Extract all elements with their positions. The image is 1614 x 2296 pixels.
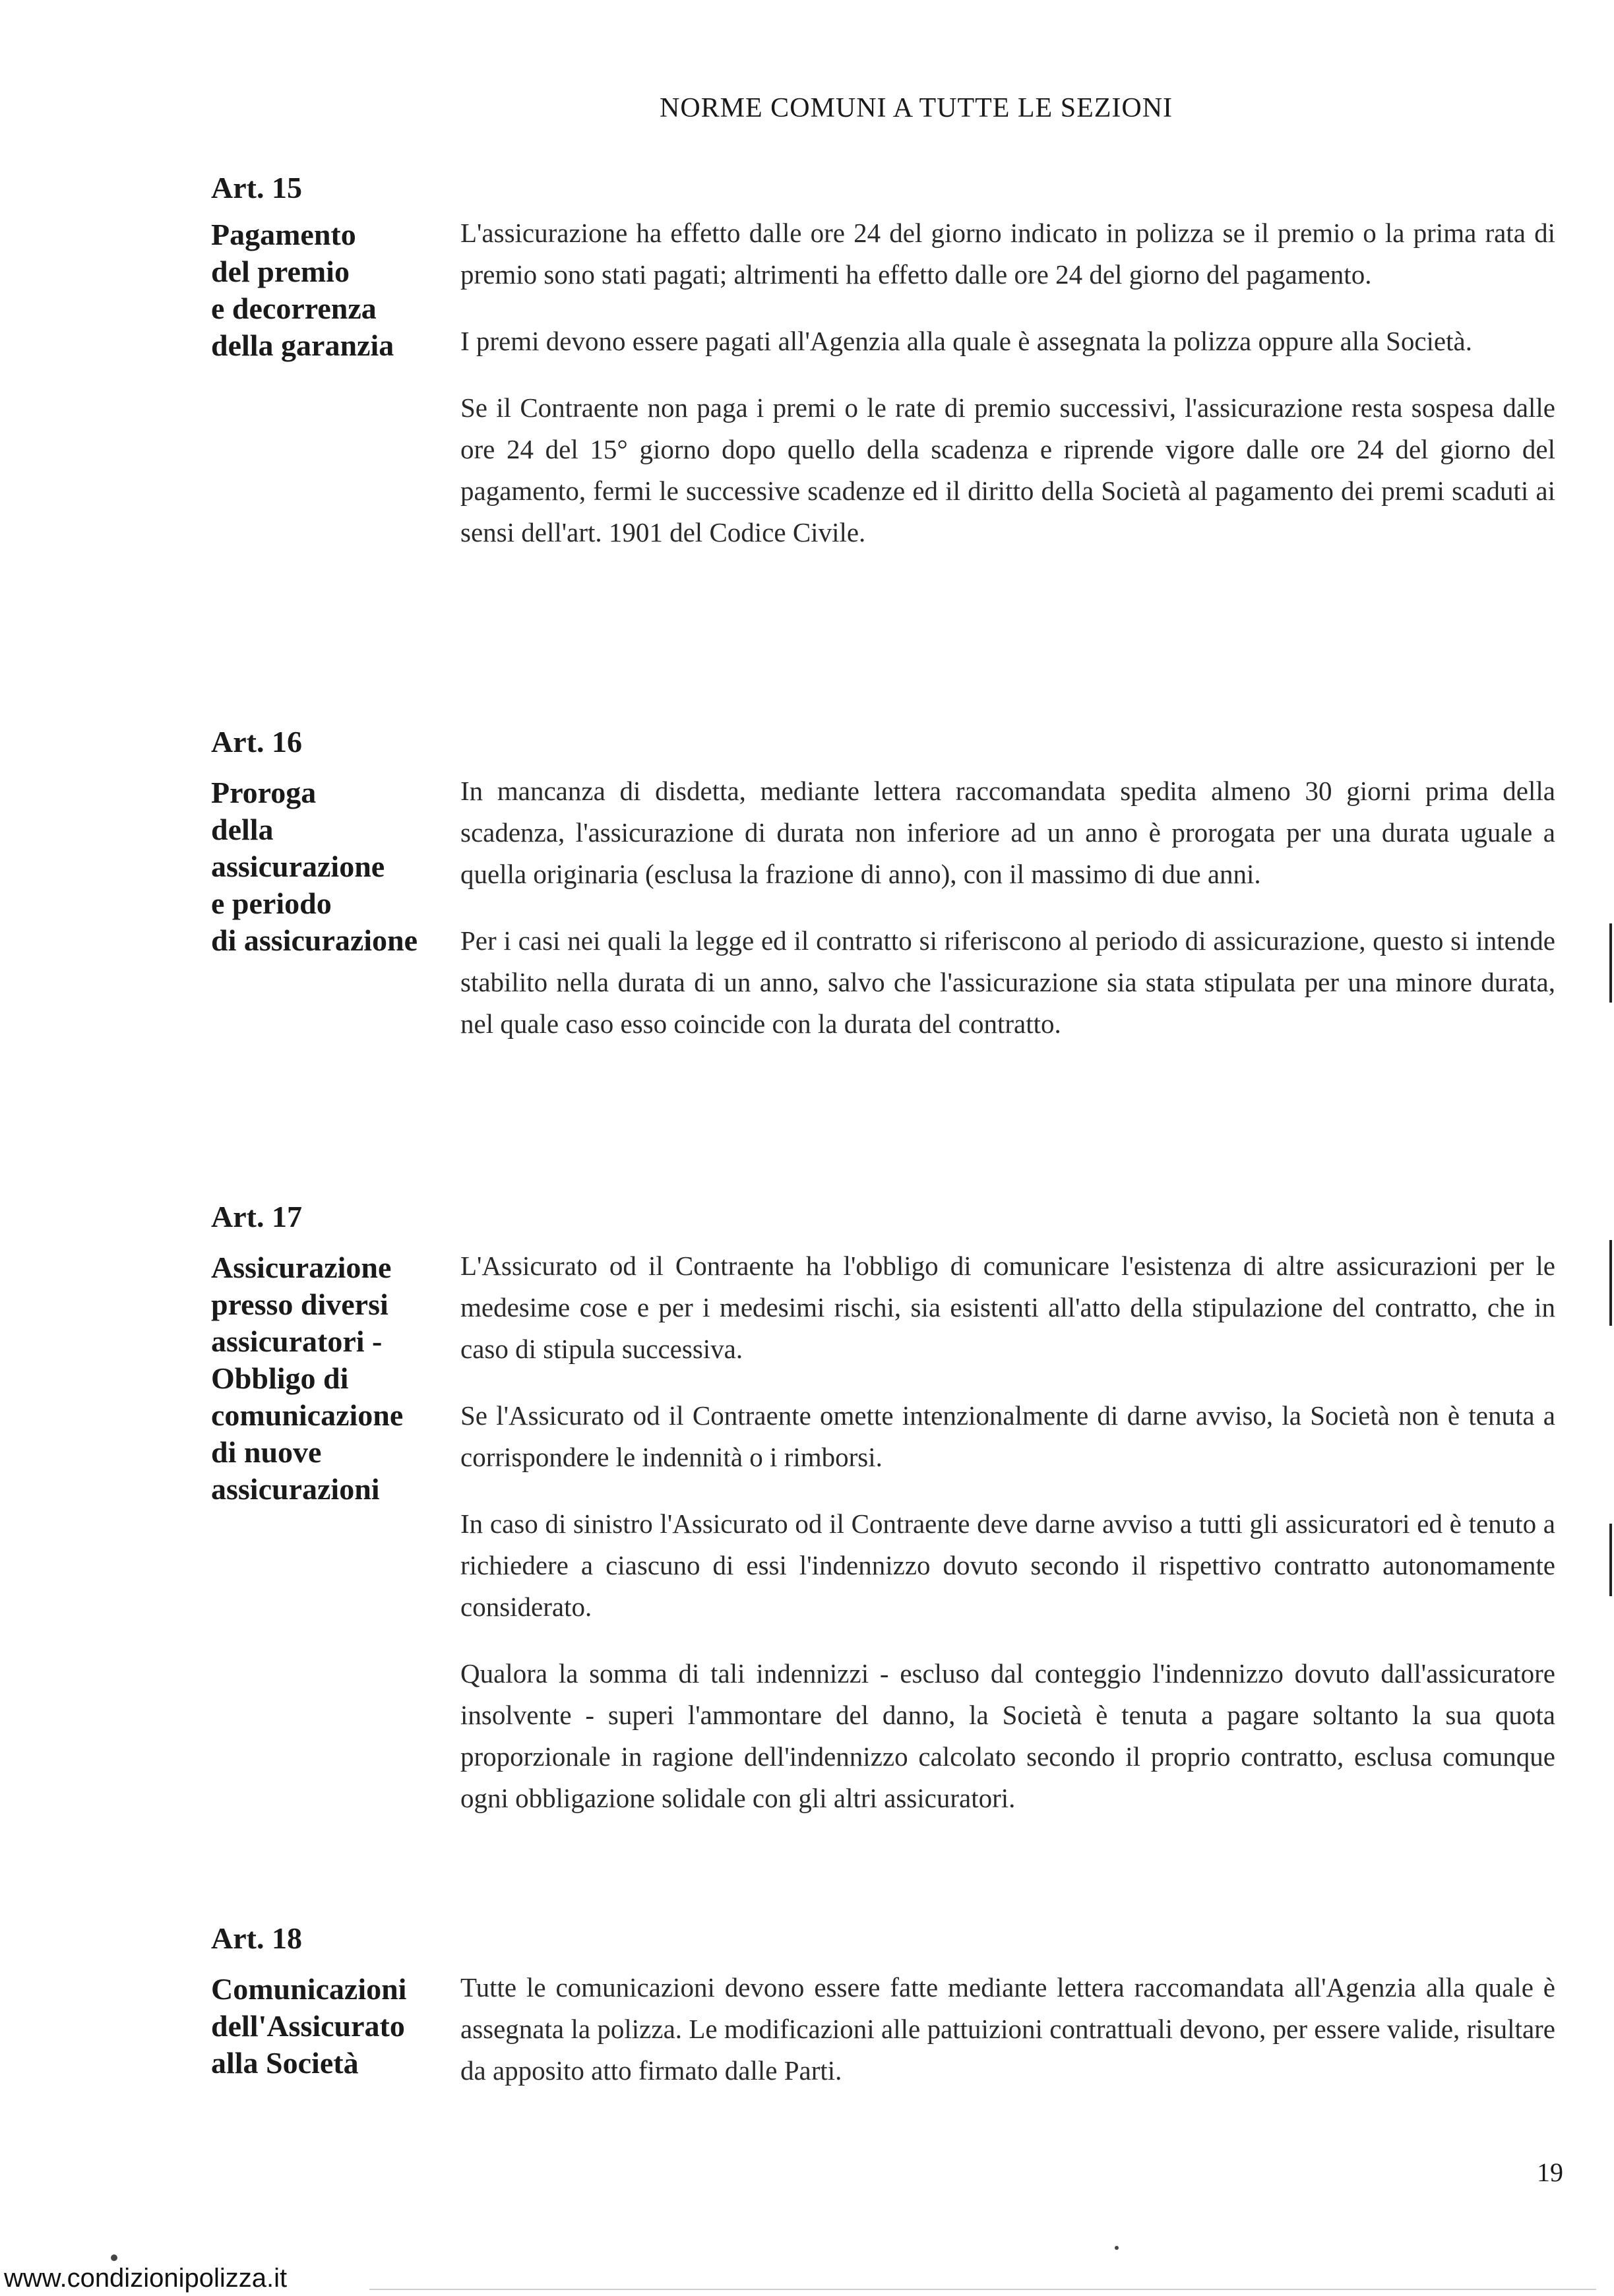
scan-edge-mark [1609, 1524, 1612, 1596]
article-number: Art. 17 [211, 1200, 302, 1233]
scan-edge-mark [1609, 1240, 1612, 1326]
scan-edge-mark [1609, 923, 1612, 1003]
article-number: Art. 16 [211, 725, 302, 759]
article-title: Assicurazione presso diversi assicuratori - Obbligo di comunicazione di nuove assicurazioni [211, 1251, 404, 1506]
article-body: L'Assicurato od il Contraente ha l'obbligo di comunicare l'esistenza di altre assicurazioni per le medesime cose e per i medesimi rischi, sia esistenti all'atto della stipulazione del contratto, che in caso di stipula successiva. Se l'Assicurato od il Contraente omette intenzionalmente di darne avviso, la Società non è tenuta a corrispondere le indennità o i rimborsi. In caso di sinistro l'Assicurato od il Contraente deve darne avviso a tutti gli assicuratori ed è tenuto a richiedere a ciascuno di essi l'indennizzo dovuto secondo il rispettivo contratto autonomamente considerato. Qualora la somma di tali indennizzi - escluso dal conteggio l'indennizzo dovuto dall'assicuratore insolvente - superi l'ammontare del danno, la Società è tenuta a pagare soltanto la sua quota proporzionale in ragione dell'indennizzo calcolato secondo il proprio contratto, esclusa comunque ogni obbligazione solidale con gli altri assicuratori. [460, 1251, 1555, 1813]
article-number: Art. 15 [211, 171, 302, 204]
article-title: Pagamento del premio e decorrenza della garanzia [211, 218, 394, 362]
article-body: In mancanza di disdetta, mediante lettera raccomandata spedita almeno 30 giorni prima della scadenza, l'assicurazione di durata non inferiore ad un anno è prorogata per una durata uguale a quella originaria (esclusa la frazione di anno), con il massimo di due anni. Per i casi nei quali la legge ed il contratto si riferiscono al periodo di assicurazione, questo si intende stabilito nella durata di un anno, salvo che l'assicurazione sia stata stipulata per una minore durata, nel quale caso esso coincide con la durata del contratto. [460, 776, 1555, 1039]
article-body: L'assicurazione ha effetto dalle ore 24 del giorno indicato in polizza se il premio o la prima rata di premio sono stati pagati; altrimenti ha effetto dalle ore 24 del giorno del pagamento. I premi devono essere pagati all'Agenzia alla quale è assegnata la polizza oppure alla Società. Se il Contraente non paga i premi o le rate di premio successivi, l'assicurazione resta sospesa dalle ore 24 del 15° giorno dopo quello della scadenza e riprende vigore dalle ore 24 del giorno del pagamento, fermi le successive scadenze ed il diritto della Società al pagamento dei premi scaduti ai sensi dell'art. 1901 del Codice Civile. [460, 218, 1555, 547]
page-title: NORME COMUNI A TUTTE LE SEZIONI [660, 93, 1173, 123]
footer-divider [369, 2289, 1596, 2290]
page-number: 19 [1537, 2157, 1563, 2187]
article-title: Comunicazioni dell'Assicurato alla Società [211, 1972, 407, 2080]
watermark-url[interactable]: www.condizionipolizza.it [4, 2264, 288, 2293]
scan-speck [111, 2254, 117, 2261]
article-title: Proroga della assicurazione e periodo di assicurazione [211, 776, 418, 957]
article-number: Art. 18 [211, 1921, 302, 1955]
scan-speck [1115, 2246, 1119, 2250]
article-body: Tutte le comunicazioni devono essere fatte mediante lettera raccomandata all'Agenzia alla quale è assegnata la polizza. Le modificazioni alle pattuizioni contrattuali devono, per essere valide, risultare da apposito atto firmato dalle Parti. [460, 1972, 1555, 2086]
